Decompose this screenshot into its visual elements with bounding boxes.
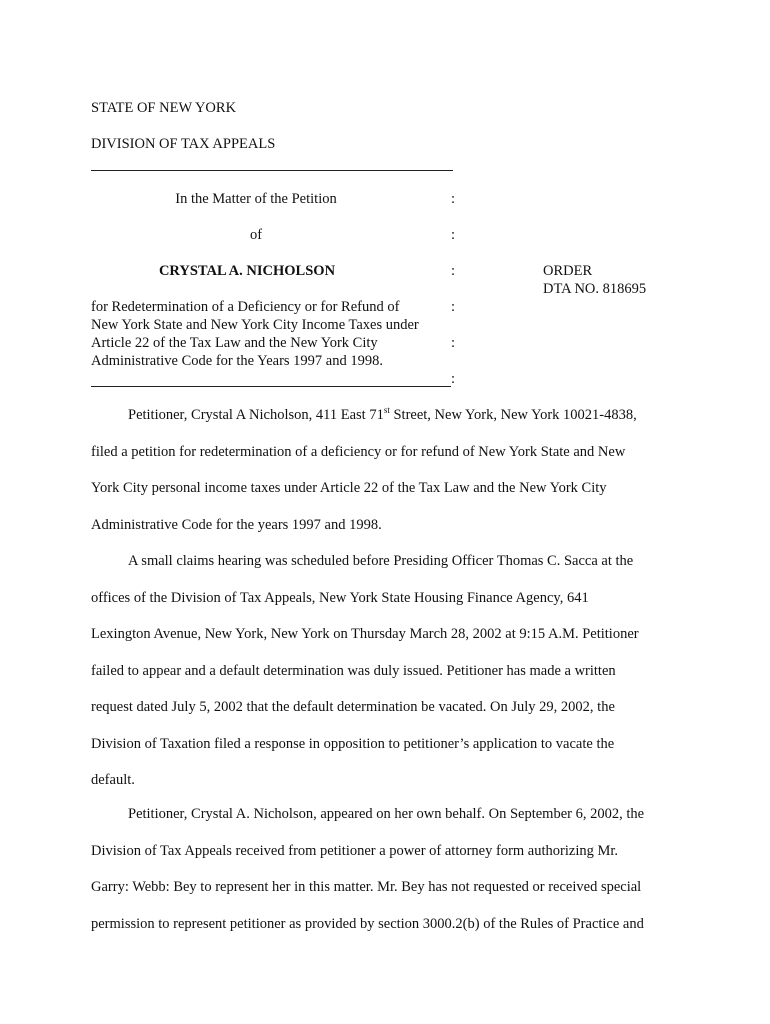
- paragraph-line: Division of Taxation filed a response in opposition to petitioner’s application to vacate the: [91, 735, 615, 752]
- purpose-line: Administrative Code for the Years 1997 and 1998.: [91, 353, 383, 369]
- paragraph-line: offices of the Division of Tax Appeals, New York State Housing Finance Agency, 641: [91, 589, 589, 606]
- petitioner-name: CRYSTAL A. NICHOLSON: [158, 263, 336, 279]
- paragraph-hearing: [91, 543, 671, 799]
- matter-line: In the Matter of the Petition: [175, 191, 337, 207]
- paragraph-line: A small claims hearing was scheduled before Presiding Officer Thomas C. Sacca at the: [128, 553, 634, 569]
- caption-colon: :: [451, 191, 456, 207]
- caption-colon: :: [451, 371, 456, 387]
- caption-colon: :: [451, 299, 456, 315]
- of-line: of: [249, 227, 263, 243]
- paragraph-line: permission to represent petitioner as provided by section 3000.2(b) of the Rules of Practice and: [91, 915, 644, 932]
- paragraph-line: Garry: Webb: Bey to represent her in this matter. Mr. Bey has not requested or received special: [91, 879, 642, 895]
- paragraph-line: failed to appear and a default determination was duly issued. Petitioner has made a written: [91, 662, 616, 679]
- paragraph-line: Petitioner, Crystal A. Nicholson, appeared on her own behalf. On September 6, 2002, the: [128, 806, 645, 822]
- purpose-line: for Redetermination of a Deficiency or for Refund of: [91, 299, 400, 315]
- paragraph-line: request dated July 5, 2002 that the default determination be vacated. On July 29, 2002, the: [91, 699, 615, 715]
- paragraph-line: York City personal income taxes under Article 22 of the Tax Law and the New York City: [91, 480, 607, 496]
- paragraph-line: filed a petition for redetermination of a deficiency or for refund of New York State and New: [91, 443, 626, 460]
- caption-colon: :: [451, 335, 456, 351]
- order-label: ORDER: [543, 263, 593, 279]
- paragraph-line: default.: [91, 772, 135, 788]
- paragraph-line: Division of Tax Appeals received from petitioner a power of attorney form authorizing Mr.: [91, 842, 619, 859]
- paragraph-appearance: [91, 796, 671, 942]
- paragraph-line: Petitioner, Crystal A Nicholson, 411 East 71st Street, New York, New York 10021-4838,: [128, 405, 637, 423]
- purpose-line: Article 22 of the Tax Law and the New York City: [91, 335, 378, 351]
- caption-colon: :: [451, 263, 456, 279]
- purpose-line: New York State and New York City Income Taxes under: [91, 317, 419, 333]
- state-heading: STATE OF NEW YORK: [91, 100, 237, 116]
- caption-top-rule: [91, 170, 453, 171]
- paragraph-petition: [91, 397, 671, 543]
- dta-number: DTA NO. 818695: [543, 281, 647, 297]
- caption-colon: :: [451, 227, 456, 243]
- division-heading: DIVISION OF TAX APPEALS: [91, 136, 276, 152]
- paragraph-line: Lexington Avenue, New York, New York on Thursday March 28, 2002 at 9:15 A.M. Petitioner: [91, 626, 639, 642]
- caption-bottom-rule: [91, 386, 451, 387]
- paragraph-line: Administrative Code for the years 1997 and 1998.: [91, 516, 382, 533]
